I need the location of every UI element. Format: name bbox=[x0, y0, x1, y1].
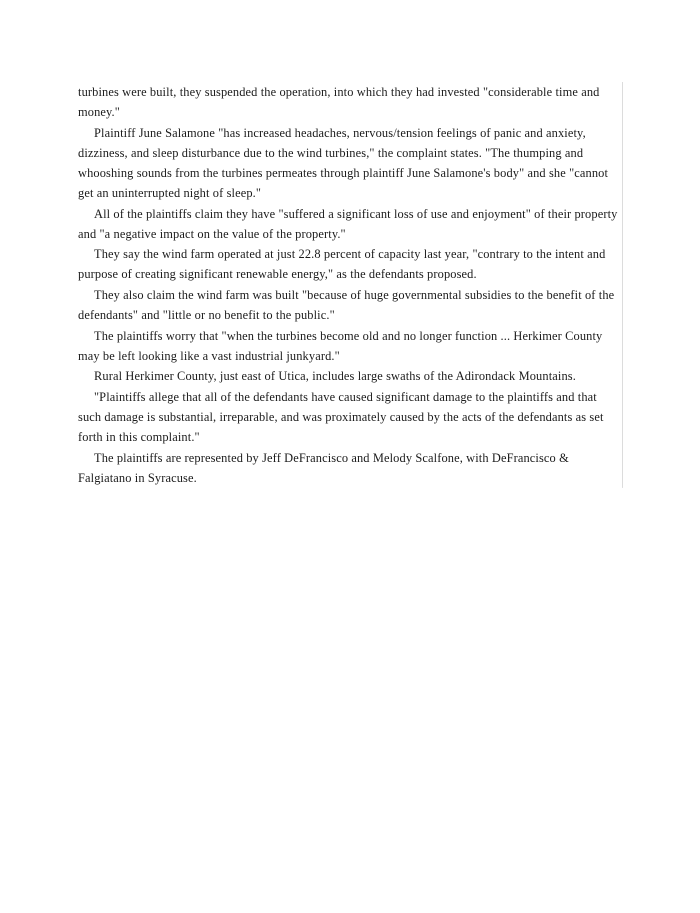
paragraph: All of the plaintiffs claim they have "suffered a significant loss of use and enjoyment" of their property and "a negative impact on the value of the property." bbox=[78, 206, 618, 241]
article-body bbox=[78, 82, 623, 488]
paragraph: Rural Herkimer County, just east of Utica, includes large swaths of the Adirondack Mountains. bbox=[94, 369, 576, 384]
paragraph: turbines were built, they suspended the operation, into which they had invested "considerable time and money." bbox=[78, 85, 600, 120]
paragraph: They say the wind farm operated at just 22.8 percent of capacity last year, "contrary to the intent and purpose of creating significant renewable energy," as the defendants proposed. bbox=[78, 247, 606, 282]
paragraph: The plaintiffs worry that "when the turbines become old and no longer function ... Herkimer County may be left looking like a vast industrial junkyard." bbox=[78, 328, 603, 363]
page-margin-rule bbox=[622, 82, 623, 487]
paragraph: They also claim the wind farm was built "because of huge governmental subsidies to the benefit of the defendants" and "little or no benefit to the public." bbox=[78, 287, 615, 323]
paragraph: Plaintiff June Salamone "has increased headaches, nervous/tension feelings of panic and anxiety, dizziness, and sleep disturbance due to the wind turbines," the complaint states. "The thumping and whooshing sounds from the turbines permeates through plaintiff June Salamone's body" and she "cannot get an uninterrupted night of sleep." bbox=[78, 125, 609, 200]
paragraph: "Plaintiffs allege that all of the defendants have caused significant damage to the plaintiffs and that such damage is substantial, irreparable, and was proximately caused by the acts of the defendants as set forth in this complaint." bbox=[78, 389, 604, 445]
paragraph: The plaintiffs are represented by Jeff DeFrancisco and Melody Scalfone, with DeFrancisco & Falgiatano in Syracuse. bbox=[78, 450, 569, 485]
